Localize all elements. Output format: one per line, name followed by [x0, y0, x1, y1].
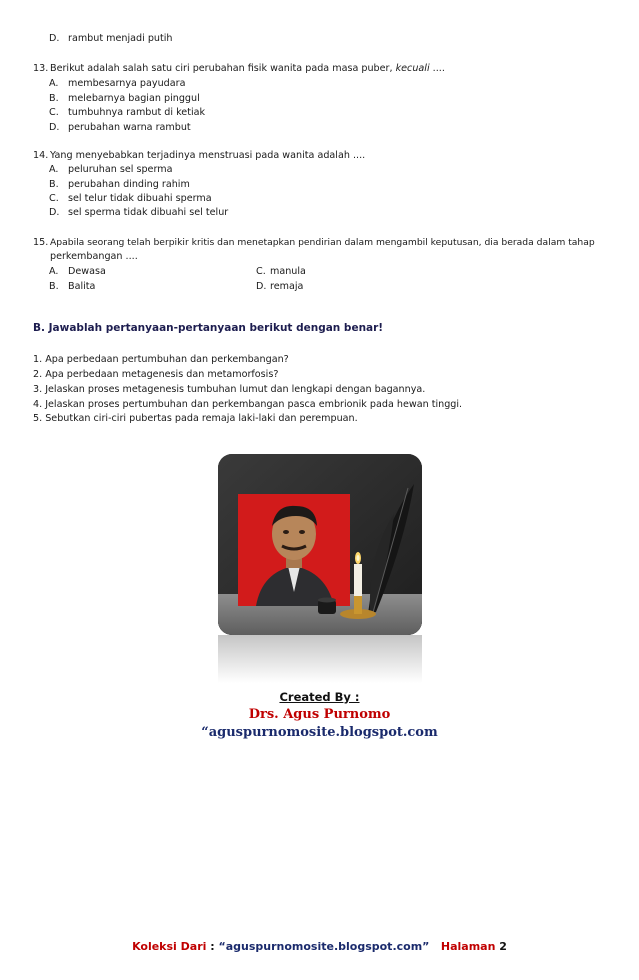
page-footer: [0, 940, 639, 953]
option-text: membesarnya payudara: [68, 78, 186, 89]
author-photo-illustration: [218, 454, 422, 635]
option-letter: B.: [49, 179, 59, 190]
question-stem-line2: perkembangan ....: [50, 251, 138, 262]
essay-item: 3. Jelaskan proses metagenesis tumbuhan lumut dan lengkapi dengan bagannya.: [33, 384, 426, 395]
footer-label: Koleksi Dari: [132, 940, 207, 953]
footer-separator: :: [206, 940, 219, 953]
option-text: rambut menjadi putih: [68, 33, 173, 44]
question-stem: Berikut adalah salah satu ciri perubahan fisik wanita pada masa puber, kecuali ....: [50, 63, 445, 74]
essay-item: 1. Apa perbedaan pertumbuhan dan perkembangan?: [33, 354, 289, 365]
option-letter: D.: [49, 33, 60, 44]
option-letter: C.: [49, 107, 59, 118]
footer-site: “aguspurnomosite.blogspot.com”: [218, 940, 430, 953]
essay-item: 5. Sebutkan ciri-ciri pubertas pada remaja laki-laki dan perempuan.: [33, 413, 358, 424]
option-letter: C.: [49, 193, 59, 204]
section-b-title: B. Jawablah pertanyaan-pertanyaan berikut dengan benar!: [33, 322, 384, 334]
author-photo: [218, 454, 422, 635]
option-letter: C.: [256, 266, 266, 277]
created-by-label: Created By :: [279, 690, 360, 704]
option-text: melebarnya bagian pinggul: [68, 93, 200, 104]
option-text: perubahan warna rambut: [68, 122, 191, 133]
footer-page-label: Halaman: [440, 940, 496, 953]
option-text: Dewasa: [68, 266, 106, 277]
option-letter: D.: [256, 281, 267, 292]
option-letter: B.: [49, 93, 59, 104]
option-text: perubahan dinding rahim: [68, 179, 190, 190]
question-number: 14.: [33, 150, 49, 161]
option-letter: D.: [49, 207, 60, 218]
photo-reflection: [218, 635, 422, 683]
option-letter: A.: [49, 78, 59, 89]
option-text: sel sperma tidak dibuahi sel telur: [68, 207, 229, 218]
page-number: 2: [499, 940, 507, 953]
question-number: 13.: [33, 63, 49, 74]
option-text: peluruhan sel sperma: [68, 164, 173, 175]
option-text: sel telur tidak dibuahi sperma: [68, 193, 212, 204]
option-letter: D.: [49, 122, 60, 133]
option-letter: B.: [49, 281, 59, 292]
essay-item: 4. Jelaskan proses pertumbuhan dan perkembangan pasca embrionik pada hewan tinggi.: [33, 399, 463, 410]
author-name: Drs. Agus Purnomo: [248, 707, 391, 722]
option-text: remaja: [270, 281, 304, 292]
essay-item: 2. Apa perbedaan metagenesis dan metamorfosis?: [33, 369, 279, 380]
question-stem-line1: Apabila seorang telah berpikir kritis dan menetapkan pendirian dalam mengambil keputusan, dia berada dalam tahap: [50, 237, 595, 248]
question-stem: Yang menyebabkan terjadinya menstruasi pada wanita adalah ....: [50, 150, 366, 161]
option-letter: A.: [49, 266, 59, 277]
option-text: tumbuhnya rambut di ketiak: [68, 107, 206, 118]
question-number: 15.: [33, 237, 49, 248]
option-letter: A.: [49, 164, 59, 175]
option-text: Balita: [68, 281, 96, 292]
author-site: “aguspurnomosite.blogspot.com: [201, 725, 438, 740]
option-text: manula: [270, 266, 306, 277]
